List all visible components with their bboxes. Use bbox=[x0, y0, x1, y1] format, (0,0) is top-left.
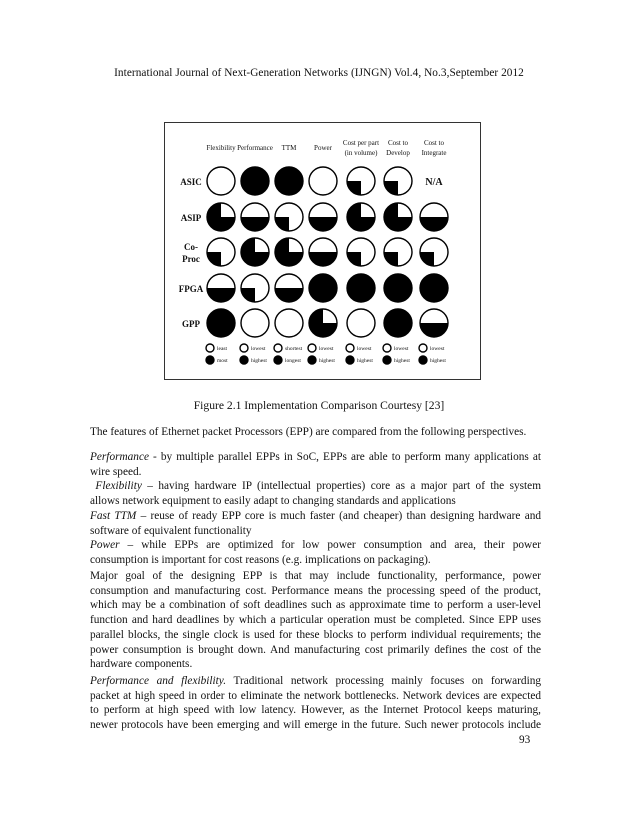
pf-text-1: Traditional network processing mainly focuses on forwarding bbox=[226, 675, 542, 687]
flexibility-text-2: allows network equipment to easily adapt to changing standards and applications bbox=[90, 495, 456, 508]
goal-line-last: hardware components. bbox=[90, 658, 193, 671]
legend-black-circle bbox=[419, 356, 427, 364]
row-label-gpp: GPP bbox=[182, 319, 200, 329]
flexibility-text-1: – having hardware IP (intellectual properties) core as a major part of the system bbox=[141, 480, 541, 493]
rating-fpga-ttm bbox=[275, 274, 303, 302]
rating-gpp-cost-per-part-in-volume bbox=[347, 309, 375, 337]
rating-asic-cost-to-integrate-na: N/A bbox=[425, 177, 443, 188]
pf-term: Performance and flexibility. bbox=[90, 675, 227, 687]
legend-label-highest: highest bbox=[430, 358, 446, 364]
column-header-cost-to-integrate: Integrate bbox=[421, 149, 447, 157]
rating-fill-half bbox=[309, 217, 337, 231]
legend-label-highest: highest bbox=[251, 358, 267, 364]
goal-line: function and hard deadlines by which a particular operation must be completed. Since EPP uses bbox=[90, 614, 541, 627]
comparison-chart bbox=[165, 123, 482, 381]
goal-line: parallel blocks, the single clock is used for these blocks to perform individual requirements; the bbox=[90, 628, 541, 641]
power-term: Power bbox=[90, 539, 120, 552]
rating-fpga-cost-to-develop bbox=[384, 274, 412, 302]
legend-white-circle bbox=[346, 344, 354, 352]
row-label-asip: ASIP bbox=[180, 213, 202, 223]
legend-black-circle bbox=[240, 356, 248, 364]
performance-text-1: - by multiple parallel EPPs in SoC, EPPs are able to perform many applications at bbox=[148, 451, 541, 463]
rating-co-proc-performance bbox=[241, 238, 269, 266]
goal-paragraph bbox=[90, 569, 541, 672]
goal-line: which may be a combination of soft deadlines such as approximate time to perform a user-level bbox=[90, 599, 541, 612]
legend-black-circle bbox=[383, 356, 391, 364]
legend-label-lowest: lowest bbox=[357, 346, 372, 352]
rating-asic-performance bbox=[241, 167, 269, 195]
row-label-co-proc: Proc bbox=[182, 254, 200, 264]
rating-fpga-performance bbox=[241, 274, 269, 302]
legend-white-circle bbox=[419, 344, 427, 352]
rating-co-proc-cost-per-part-in-volume bbox=[347, 238, 375, 266]
rating-asic-cost-to-develop bbox=[384, 167, 412, 195]
features-paragraph bbox=[90, 450, 541, 568]
row-label-fpga: FPGA bbox=[178, 284, 204, 294]
flexibility-line-1 bbox=[90, 479, 541, 494]
goal-line: Major goal of the designing EPP is that may include functionality, performance, power bbox=[90, 570, 541, 582]
ttm-text-1: – reuse of ready EPP core is much faster (and cheaper) than designing hardware and bbox=[136, 509, 541, 522]
rating-fill-half bbox=[241, 217, 269, 231]
rating-gpp-power bbox=[309, 309, 337, 337]
pf-line-1 bbox=[90, 674, 541, 689]
rating-gpp-cost-to-develop bbox=[384, 309, 412, 337]
rating-gpp-performance bbox=[241, 309, 269, 337]
rating-co-proc-power bbox=[309, 238, 337, 266]
rating-co-proc-ttm bbox=[275, 238, 303, 266]
power-line-1 bbox=[90, 538, 541, 553]
rating-fill-half bbox=[420, 217, 448, 231]
column-header-cost-to-develop: Develop bbox=[386, 149, 410, 157]
page-number: 93 bbox=[519, 734, 531, 746]
performance-line-1 bbox=[90, 450, 541, 465]
rating-asip-cost-to-integrate bbox=[420, 203, 448, 231]
column-header-flexibility: Flexibility bbox=[206, 144, 236, 152]
rating-fill-half bbox=[420, 323, 448, 337]
row-label-asic: ASIC bbox=[180, 177, 202, 187]
rating-fpga-cost-to-integrate bbox=[420, 274, 448, 302]
legend-label-highest: highest bbox=[319, 358, 335, 364]
legend-label-highest: highest bbox=[357, 358, 373, 364]
legend-black-circle bbox=[206, 356, 214, 364]
legend-white-circle bbox=[240, 344, 248, 352]
rating-asic-flexibility bbox=[207, 167, 235, 195]
ttm-term: Fast TTM bbox=[90, 509, 137, 522]
legend-label-lowest: lowest bbox=[394, 346, 409, 352]
power-text-2: consumption is important for cost reasons (e.g. implications on packaging). bbox=[90, 553, 431, 566]
column-header-cost-per-part-in-volume: (in volume) bbox=[344, 149, 378, 157]
intro-paragraph bbox=[90, 425, 541, 440]
legend-label-most: most bbox=[217, 358, 228, 364]
rating-fpga-cost-per-part-in-volume bbox=[347, 274, 375, 302]
intro-text: The features of Ethernet packet Processors (EPP) are compared from the following perspectives. bbox=[90, 426, 527, 438]
column-header-cost-per-part-in-volume: Cost per part bbox=[342, 139, 380, 147]
rating-asic-ttm bbox=[275, 167, 303, 195]
legend-white-circle bbox=[383, 344, 391, 352]
performance-term: Performance bbox=[90, 451, 149, 463]
performance-text-2: wire speed. bbox=[90, 465, 142, 478]
rating-fill-half bbox=[309, 252, 337, 266]
rating-asip-flexibility bbox=[207, 203, 235, 231]
figure-caption: Figure 2.1 Implementation Comparison Courtesy [23] bbox=[193, 399, 445, 412]
rating-asip-power bbox=[309, 203, 337, 231]
rating-asip-cost-to-develop bbox=[384, 203, 412, 231]
flexibility-term: Flexibility bbox=[95, 480, 142, 493]
comparison-figure bbox=[164, 122, 481, 380]
power-text-1: – while EPPs are optimized for low power consumption and area, their power bbox=[119, 539, 541, 552]
rating-fill-half bbox=[207, 288, 235, 302]
legend-black-circle bbox=[274, 356, 282, 364]
column-header-performance: Performance bbox=[237, 144, 273, 152]
ttm-text-2: software of equivalent functionality bbox=[90, 524, 252, 537]
pf-line: to perform at high speed with low latency. However, as the Internet Protocol keeps maturing, bbox=[90, 704, 541, 717]
column-header-cost-to-develop: Cost to bbox=[387, 139, 409, 147]
performance-flexibility-paragraph bbox=[90, 674, 541, 733]
journal-header: International Journal of Next-Generation Networks (IJNGN) Vol.4, No.3,September 2012 bbox=[114, 67, 524, 79]
pf-line: packet at high speed in order to eliminate the network bottlenecks. Network devices are expected bbox=[90, 689, 541, 702]
legend-white-circle bbox=[206, 344, 214, 352]
legend-white-circle bbox=[274, 344, 282, 352]
rating-co-proc-cost-to-develop bbox=[384, 238, 412, 266]
legend-label-least: least bbox=[217, 346, 228, 352]
column-header-cost-to-integrate: Cost to bbox=[423, 139, 445, 147]
rating-asip-performance bbox=[241, 203, 269, 231]
rating-asic-power bbox=[309, 167, 337, 195]
legend-white-circle bbox=[308, 344, 316, 352]
legend-label-lowest: lowest bbox=[430, 346, 445, 352]
rating-fpga-flexibility bbox=[207, 274, 235, 302]
rating-gpp-cost-to-integrate bbox=[420, 309, 448, 337]
row-label-co-proc: Co- bbox=[184, 242, 198, 252]
legend-label-shortest: shortest bbox=[285, 346, 303, 352]
rating-asic-cost-per-part-in-volume bbox=[347, 167, 375, 195]
legend-label-lowest: lowest bbox=[319, 346, 334, 352]
rating-co-proc-cost-to-integrate bbox=[420, 238, 448, 266]
rating-fpga-power bbox=[309, 274, 337, 302]
rating-co-proc-flexibility bbox=[207, 238, 235, 266]
rating-gpp-flexibility bbox=[207, 309, 235, 337]
goal-line: power consumption is brought down. And manufacturing cost primarily defines the cost of the bbox=[90, 643, 541, 656]
legend-label-lowest: lowest bbox=[251, 346, 266, 352]
rating-fill-half bbox=[275, 288, 303, 302]
legend-label-longest: longest bbox=[285, 358, 301, 364]
goal-line: consumption and manufacturing cost. Performance means the processing speed of the product, bbox=[90, 584, 541, 597]
column-header-power: Power bbox=[314, 144, 332, 152]
column-header-ttm: TTM bbox=[281, 144, 297, 152]
rating-asip-ttm bbox=[275, 203, 303, 231]
legend-black-circle bbox=[308, 356, 316, 364]
rating-gpp-ttm bbox=[275, 309, 303, 337]
rating-asip-cost-per-part-in-volume bbox=[347, 203, 375, 231]
legend-black-circle bbox=[346, 356, 354, 364]
pf-line: newer protocols have been emerging and will emerge in the future. Such newer protocols include bbox=[90, 719, 541, 732]
ttm-line-1 bbox=[90, 509, 541, 524]
legend-label-highest: highest bbox=[394, 358, 410, 364]
